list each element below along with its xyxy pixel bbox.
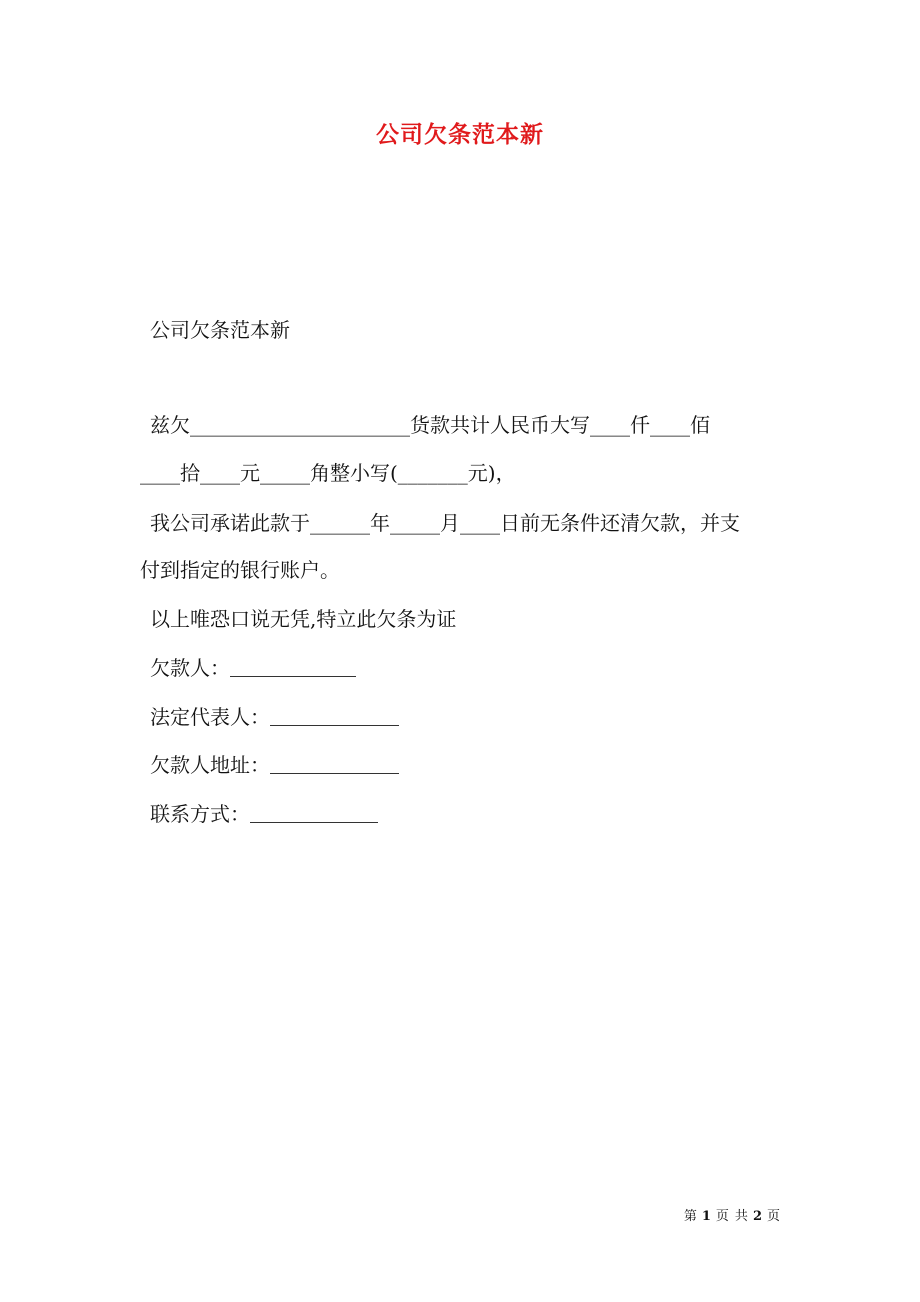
debtor-address-blank [270,755,399,774]
debt-amount-line-1: 兹欠______________________货款共计人民币大写____仟____佰 [150,413,710,437]
promise-line-2: 付到指定的银行账户。 [140,558,340,582]
debt-amount-line-2: ____拾____元_____角整小写(_______元)， [140,461,516,485]
page-footer [684,1207,780,1227]
footer-total-unit: 页 [766,1209,780,1224]
footer-total-word: 共 [734,1209,748,1224]
contact-blank [250,804,378,823]
footer-current-page: 1 [701,1209,711,1224]
debtor-blank [230,658,356,677]
debtor-label: 欠款人： [150,656,230,680]
debtor-field [150,653,356,683]
debtor-address-label: 欠款人地址： [150,753,270,777]
contact-label: 联系方式： [150,802,250,826]
legal-representative-label: 法定代表人： [150,705,270,729]
footer-page-word: 第 [683,1209,697,1224]
contact-field [150,799,378,829]
document-title: 公司欠条范本新 [376,121,544,148]
footer-total-pages: 2 [752,1209,762,1224]
footer-page-unit: 页 [715,1209,729,1224]
proof-statement: 以上唯恐口说无凭,特立此欠条为证 [150,607,457,631]
promise-line-1: 我公司承诺此款于______年_____月____日前无条件还清欠款，并支 [150,511,740,535]
legal-representative-field [150,702,399,732]
legal-representative-blank [270,707,399,726]
document-heading: 公司欠条范本新 [150,318,290,342]
debtor-address-field [150,750,399,780]
